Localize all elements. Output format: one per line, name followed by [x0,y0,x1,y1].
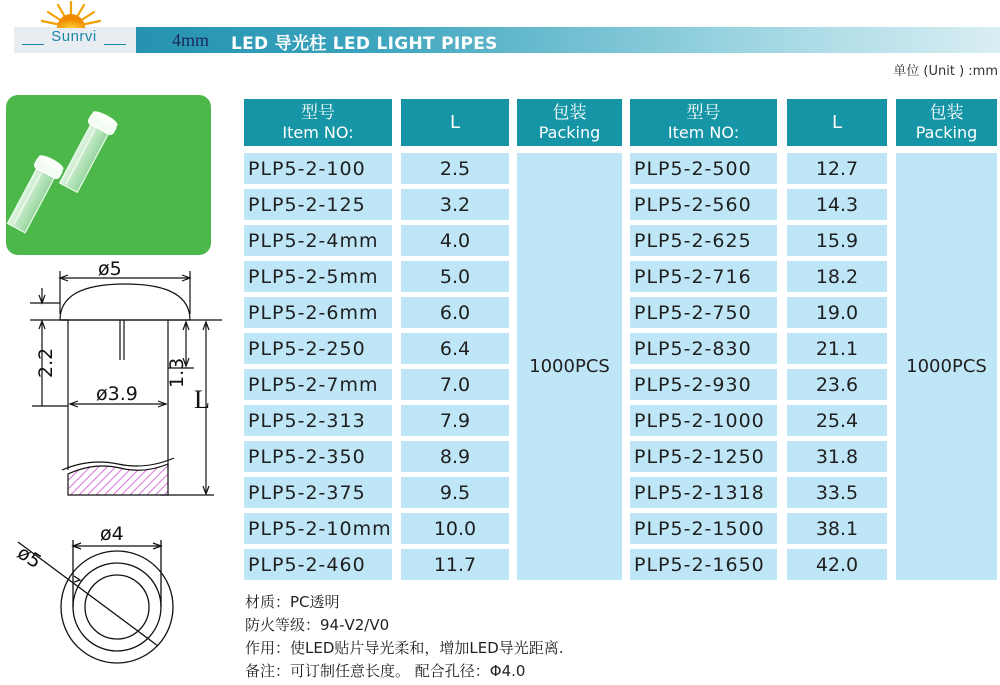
item-no-cell-right [630,261,777,292]
length-value: 12.7 [815,157,859,180]
header-item-cn: 型号 [686,102,721,123]
length-cell-right [787,441,887,472]
page-title: LED 导光柱 LED LIGHT PIPES [231,34,498,54]
item-no-cell-left [244,477,392,508]
length-value: 14.3 [815,193,859,216]
header-packing-cn: 包装 [552,102,587,123]
item-no: PLP5-2-7mm [248,373,379,396]
item-no: PLP5-2-375 [248,481,366,504]
item-no: PLP5-2-350 [248,445,366,468]
item-no-cell-right [630,441,777,472]
length-cell-right [787,513,887,544]
item-no-cell-left [244,441,392,472]
header-packing-en: Packing [915,122,978,142]
length-value: 38.1 [815,517,859,540]
item-no: PLP5-2-1650 [634,553,765,576]
header-banner [14,27,1000,53]
item-no: PLP5-2-1250 [634,445,765,468]
length-value: 31.8 [815,445,859,468]
header-item-cn: 型号 [301,102,335,123]
length-value: 6.4 [439,337,471,360]
item-no: PLP5-2-930 [634,373,752,396]
item-no-cell-right [630,333,777,364]
item-no-cell-left [244,333,392,364]
item-no: PLP5-2-1000 [634,409,765,432]
packing-cell-right [896,153,997,580]
dim-1-3: 1.3 [166,357,188,388]
item-no: PLP5-2-125 [248,193,366,216]
brand-logo-text: Sunrvi [51,28,97,45]
header-item-left [244,99,392,146]
item-no-cell-left [244,153,392,184]
length-cell-right [787,261,887,292]
length-value: 3.2 [439,193,471,216]
length-value: 5.0 [439,265,471,288]
dim-bottom-outer: ø5 [13,541,46,574]
length-value: 19.0 [815,301,859,324]
item-no-cell-right [630,405,777,436]
length-value: 7.0 [439,373,471,396]
item-no: PLP5-2-830 [634,337,752,360]
product-photo [6,95,211,255]
dim-diameter-inner: ø3.9 [96,383,138,405]
note-material: 材质：PC透明 [245,593,340,611]
length-cell-left [401,405,509,436]
item-no-cell-left [244,297,392,328]
dim-length: L [194,385,210,414]
length-cell-left [401,261,509,292]
item-no-cell-left [244,261,392,292]
length-cell-left [401,333,509,364]
item-no-cell-right [630,297,777,328]
header-packing-left [517,99,622,146]
item-no: PLP5-2-250 [248,337,366,360]
item-no: PLP5-2-313 [248,409,366,432]
item-no-cell-left [244,549,392,580]
item-no-cell-left [244,369,392,400]
note-function: 作用：使LED贴片导光柔和，增加LED导光距离. [245,639,564,657]
length-value: 25.4 [815,409,859,432]
length-value: 4.0 [439,229,471,252]
header-length-left [401,99,509,146]
item-no-cell-right [630,189,777,220]
packing-value-right: 1000PCS [906,356,987,377]
length-cell-right [787,225,887,256]
length-value: 33.5 [815,481,859,504]
length-value: 42.0 [815,553,859,576]
length-cell-right [787,369,887,400]
packing-value-left: 1000PCS [529,356,610,377]
item-no: PLP5-2-750 [634,301,752,324]
header-length-label: L [449,111,461,133]
item-no-cell-left [244,405,392,436]
item-no: PLP5-2-1318 [634,481,765,504]
item-no: PLP5-2-6mm [248,301,379,324]
length-cell-left [401,369,509,400]
length-cell-right [787,153,887,184]
item-no: PLP5-2-560 [634,193,752,216]
size-label: 4mm [172,30,210,50]
technical-drawing-top [10,520,225,685]
length-cell-left [401,549,509,580]
header-length-label: L [831,111,843,133]
dim-bottom-inner: ø4 [100,523,124,545]
header-item-en: Item NO: [667,122,740,142]
length-value: 6.0 [439,301,471,324]
item-no-cell-right [630,369,777,400]
length-cell-left [401,297,509,328]
item-no: PLP5-2-100 [248,157,366,180]
item-no: PLP5-2-500 [634,157,752,180]
length-cell-right [787,549,887,580]
length-value: 18.2 [815,265,859,288]
length-cell-left [401,153,509,184]
item-no-cell-right [630,153,777,184]
length-cell-right [787,477,887,508]
item-no: PLP5-2-625 [634,229,752,252]
dim-2-2: 2.2 [35,347,57,378]
dim-diameter-top: ø5 [98,258,122,280]
sun-logo-icon [36,0,106,30]
length-value: 9.5 [439,481,471,504]
note-remark: 备注：可订制任意长度。 配合孔径：Φ4.0 [245,662,526,680]
item-no: PLP5-2-716 [634,265,752,288]
item-no-cell-left [244,513,392,544]
item-no: PLP5-2-460 [248,553,366,576]
item-no: PLP5-2-10mm [248,517,392,540]
unit-label: 单位 (Unit ) :mm [893,64,998,79]
header-length-right [787,99,887,146]
item-no-cell-right [630,513,777,544]
length-value: 23.6 [815,373,859,396]
light-pipe-image [6,95,211,255]
length-value: 10.0 [433,517,477,540]
length-value: 21.1 [815,337,859,360]
item-no: PLP5-2-5mm [248,265,379,288]
packing-cell-left [517,153,622,580]
length-cell-left [401,441,509,472]
length-cell-right [787,189,887,220]
length-cell-left [401,477,509,508]
length-cell-right [787,405,887,436]
length-value: 15.9 [815,229,859,252]
length-cell-right [787,333,887,364]
item-no-cell-left [244,189,392,220]
length-cell-right [787,297,887,328]
length-cell-left [401,189,509,220]
length-cell-left [401,513,509,544]
header-item-right [630,99,777,146]
note-fire-rating: 防火等级：94-V2/V0 [245,616,390,634]
length-value: 8.9 [439,445,471,468]
header-item-en: Item NO: [282,122,354,142]
technical-drawing-side [10,258,225,508]
length-value: 11.7 [433,553,477,576]
header-packing-cn: 包装 [929,102,964,123]
item-no: PLP5-2-1500 [634,517,765,540]
length-value: 7.9 [439,409,471,432]
item-no: PLP5-2-4mm [248,229,379,252]
item-no-cell-left [244,225,392,256]
item-no-cell-right [630,225,777,256]
item-no-cell-right [630,549,777,580]
header-packing-right [896,99,997,146]
item-no-cell-right [630,477,777,508]
header-packing-en: Packing [538,122,601,142]
length-value: 2.5 [439,157,471,180]
length-cell-left [401,225,509,256]
